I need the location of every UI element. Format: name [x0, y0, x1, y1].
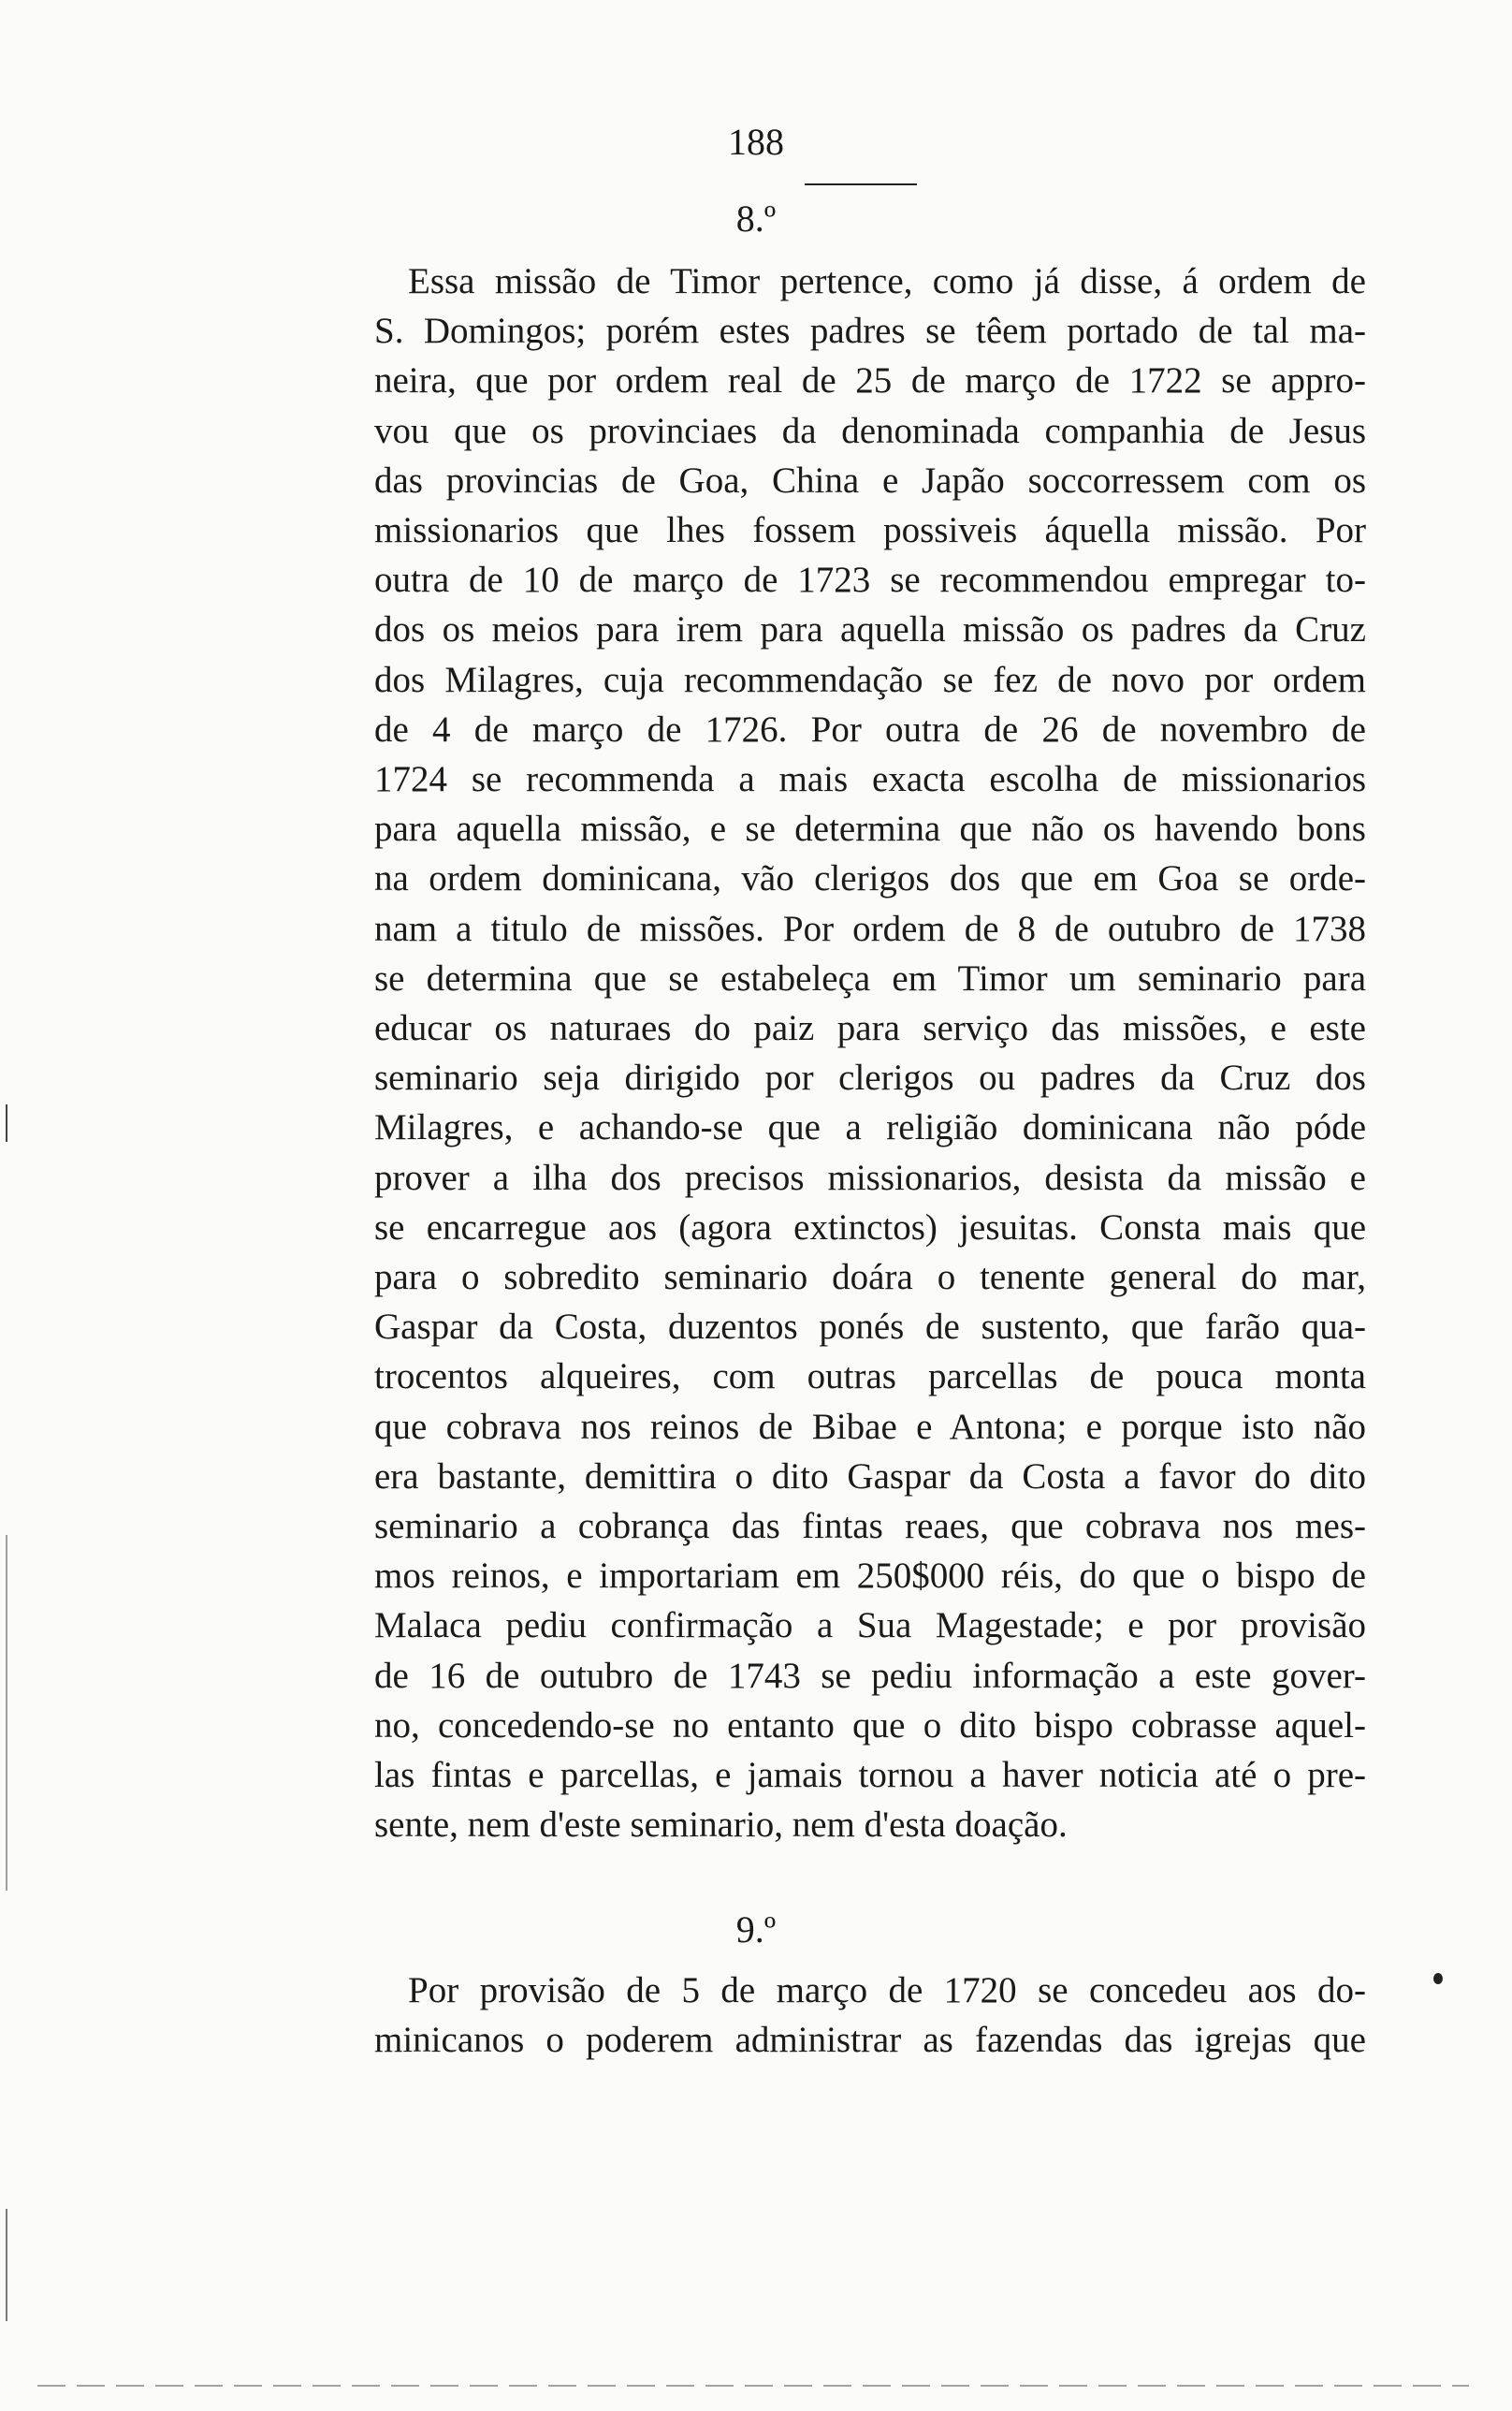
text-line: para aquella missão, e se determina que não os havendo bons [374, 809, 1366, 850]
text-line: de 16 de outubro de 1743 se pediu informação a este gover- [374, 1655, 1366, 1696]
text-line: missionarios que lhes fossem possiveis áquella missão. Por [374, 510, 1366, 551]
margin-dot-mark [1433, 1973, 1443, 1984]
text-line: educar os naturaes do paiz para serviço das missões, e este [374, 1008, 1366, 1049]
section-9-body [374, 1965, 1366, 2065]
text-line: nam a titulo de missões. Por ordem de 8 de outubro de 1738 [374, 908, 1366, 949]
text-line: na ordem dominicana, vão clerigos dos que em Goa se orde- [374, 858, 1366, 899]
text-line: sente, nem d'este seminario, nem d'esta doação. [374, 1805, 1068, 1846]
text-line: Essa missão de Timor pertence, como já disse, á ordem de [408, 261, 1366, 301]
text-line: seminario a cobrança das fintas reaes, que cobrava nos mes- [374, 1506, 1366, 1547]
text-line: das provincias de Goa, China e Japão soccorressem com os [374, 460, 1366, 501]
text-line: Malaca pediu confirmação a Sua Magestade; e por provisão [374, 1605, 1366, 1646]
text-line: que cobrava nos reinos de Bibae e Antona; e porque isto não [374, 1406, 1366, 1447]
text-line: las fintas e parcellas, e jamais tornou a haver noticia até o pre- [374, 1755, 1366, 1796]
text-line: dos Milagres, cuja recommendação se fez de novo por ordem [374, 659, 1366, 700]
text-line: de 4 de março de 1726. Por outra de 26 de novembro de [374, 709, 1366, 750]
text-line: seminario seja dirigido por clerigos ou padres da Cruz dos [374, 1058, 1366, 1099]
bottom-scan-edge [37, 2385, 1469, 2387]
page-number: 188 [728, 121, 784, 163]
text-line: 1724 se recommenda a mais exacta escolha de missionarios [374, 759, 1366, 800]
text-line: era bastante, demittira o dito Gaspar da Costa a favor do dito [374, 1455, 1366, 1497]
left-margin-mark [6, 1104, 7, 1142]
text-line: S. Domingos; porém estes padres se têem portado de tal ma- [374, 311, 1366, 352]
text-line: se determina que se estabeleça em Timor um seminario para [374, 957, 1366, 999]
text-line: mos reinos, e importariam em 250$000 réis, do que o bispo de [374, 1556, 1366, 1597]
page-number-rule [805, 183, 917, 185]
text-line: trocentos alqueires, com outras parcellas de pouca monta [374, 1356, 1366, 1397]
text-line: Por provisão de 5 de março de 1720 se concedeu aos do- [408, 1970, 1366, 2010]
text-line: Gaspar da Costa, duzentos ponés de sustento, que farão qua- [374, 1307, 1366, 1348]
section-heading-9: 9.º [735, 1908, 777, 1951]
text-line: neira, que por ordem real de 25 de março de 1722 se appro- [374, 360, 1366, 402]
text-line: para o sobredito seminario doára o tenente general do mar, [374, 1257, 1366, 1298]
text-line: outra de 10 de março de 1723 se recommendou empregar to- [374, 560, 1366, 601]
section-heading-8: 8.º [735, 197, 777, 240]
left-margin-mark [6, 2209, 7, 2321]
text-line: no, concedendo-se no entanto que o dito bispo cobrasse aquel- [374, 1704, 1366, 1746]
section-8-body [374, 256, 1366, 1850]
text-line: dos os meios para irem para aquella missão os padres da Cruz [374, 609, 1366, 650]
text-line: Milagres, e achando-se que a religião dominicana não póde [374, 1107, 1366, 1148]
text-line: vou que os provinciaes da denominada companhia de Jesus [374, 410, 1366, 451]
text-line: prover a ilha dos precisos missionarios, desista da missão e [374, 1157, 1366, 1198]
text-line: minicanos o poderem administrar as fazendas das igrejas que [374, 2020, 1366, 2061]
left-margin-mark [6, 1535, 7, 1891]
text-line: se encarregue aos (agora extinctos) jesuitas. Consta mais que [374, 1206, 1366, 1248]
